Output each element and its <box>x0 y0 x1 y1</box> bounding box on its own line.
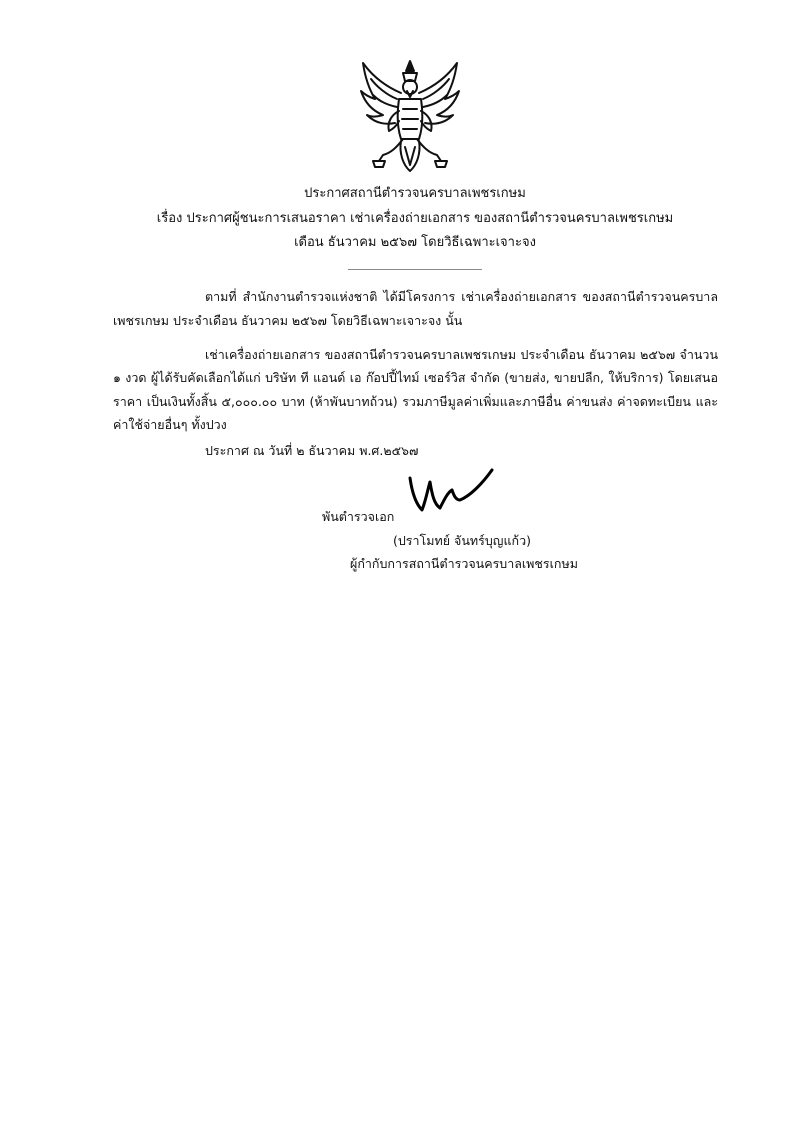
announcement-period: เดือน ธันวาคม ๒๕๖๗ โดยวิธีเฉพาะเจาะจง <box>294 235 536 250</box>
announcement-subject: เรื่อง ประกาศผู้ชนะการเสนอราคา เช่าเครื่องถ่ายเอกสาร ของสถานีตำรวจนครบาลเพชรเกษม <box>156 211 674 226</box>
signer-position: ผู้กำกับการสถานีตำรวจนครบาลเพชรเกษม <box>350 556 578 571</box>
garuda-emblem <box>357 57 463 175</box>
announcement-date: ประกาศ ณ วันที่ ๒ ธันวาคม พ.ศ.๒๕๖๗ <box>205 443 419 458</box>
paragraph-1-line-2: เพชรเกษม ประจำเดือน ธันวาคม ๒๕๖๗ โดยวิธีเฉพาะเจาะจง นั้น <box>113 313 463 328</box>
paragraph-2-line-4: ค่าใช้จ่ายอื่นๆ ทั้งปวง <box>113 417 227 432</box>
header-divider <box>348 269 482 270</box>
signer-name: (ปราโมทย์ จันทร์บุญแก้ว) <box>393 533 531 548</box>
paragraph-2-line-2: ๑ งวด ผู้ได้รับคัดเลือกได้แก่ บริษัท ที แอนด์ เอ ก๊อปปี้ไทม์ เซอร์วิส จำกัด (ขายส่ง, ขายปลีก, ให้บริการ) โดยเสนอ <box>113 370 718 385</box>
paragraph-1-line-1: ตามที่ สำนักงานตำรวจแห่งชาติ ได้มีโครงการ เช่าเครื่องถ่ายเอกสาร ของสถานีตำรวจนครบาล <box>205 289 718 304</box>
signer-rank: พันตำรวจเอก <box>322 509 395 524</box>
paragraph-2-line-3: ราคา เป็นเงินทั้งสิ้น ๕,๐๐๐.๐๐ บาท (ห้าพันบาทถ้วน) รวมภาษีมูลค่าเพิ่มและภาษีอื่น ค่าขนส่ง ค่าจดทะเบียน และ <box>113 394 718 409</box>
paragraph-2-line-1: เช่าเครื่องถ่ายเอกสาร ของสถานีตำรวจนครบาลเพชรเกษม ประจำเดือน ธันวาคม ๒๕๖๗ จำนวน <box>205 347 718 362</box>
announcement-title: ประกาศสถานีตำรวจนครบาลเพชรเกษม <box>304 186 526 201</box>
handwritten-signature <box>404 464 496 516</box>
